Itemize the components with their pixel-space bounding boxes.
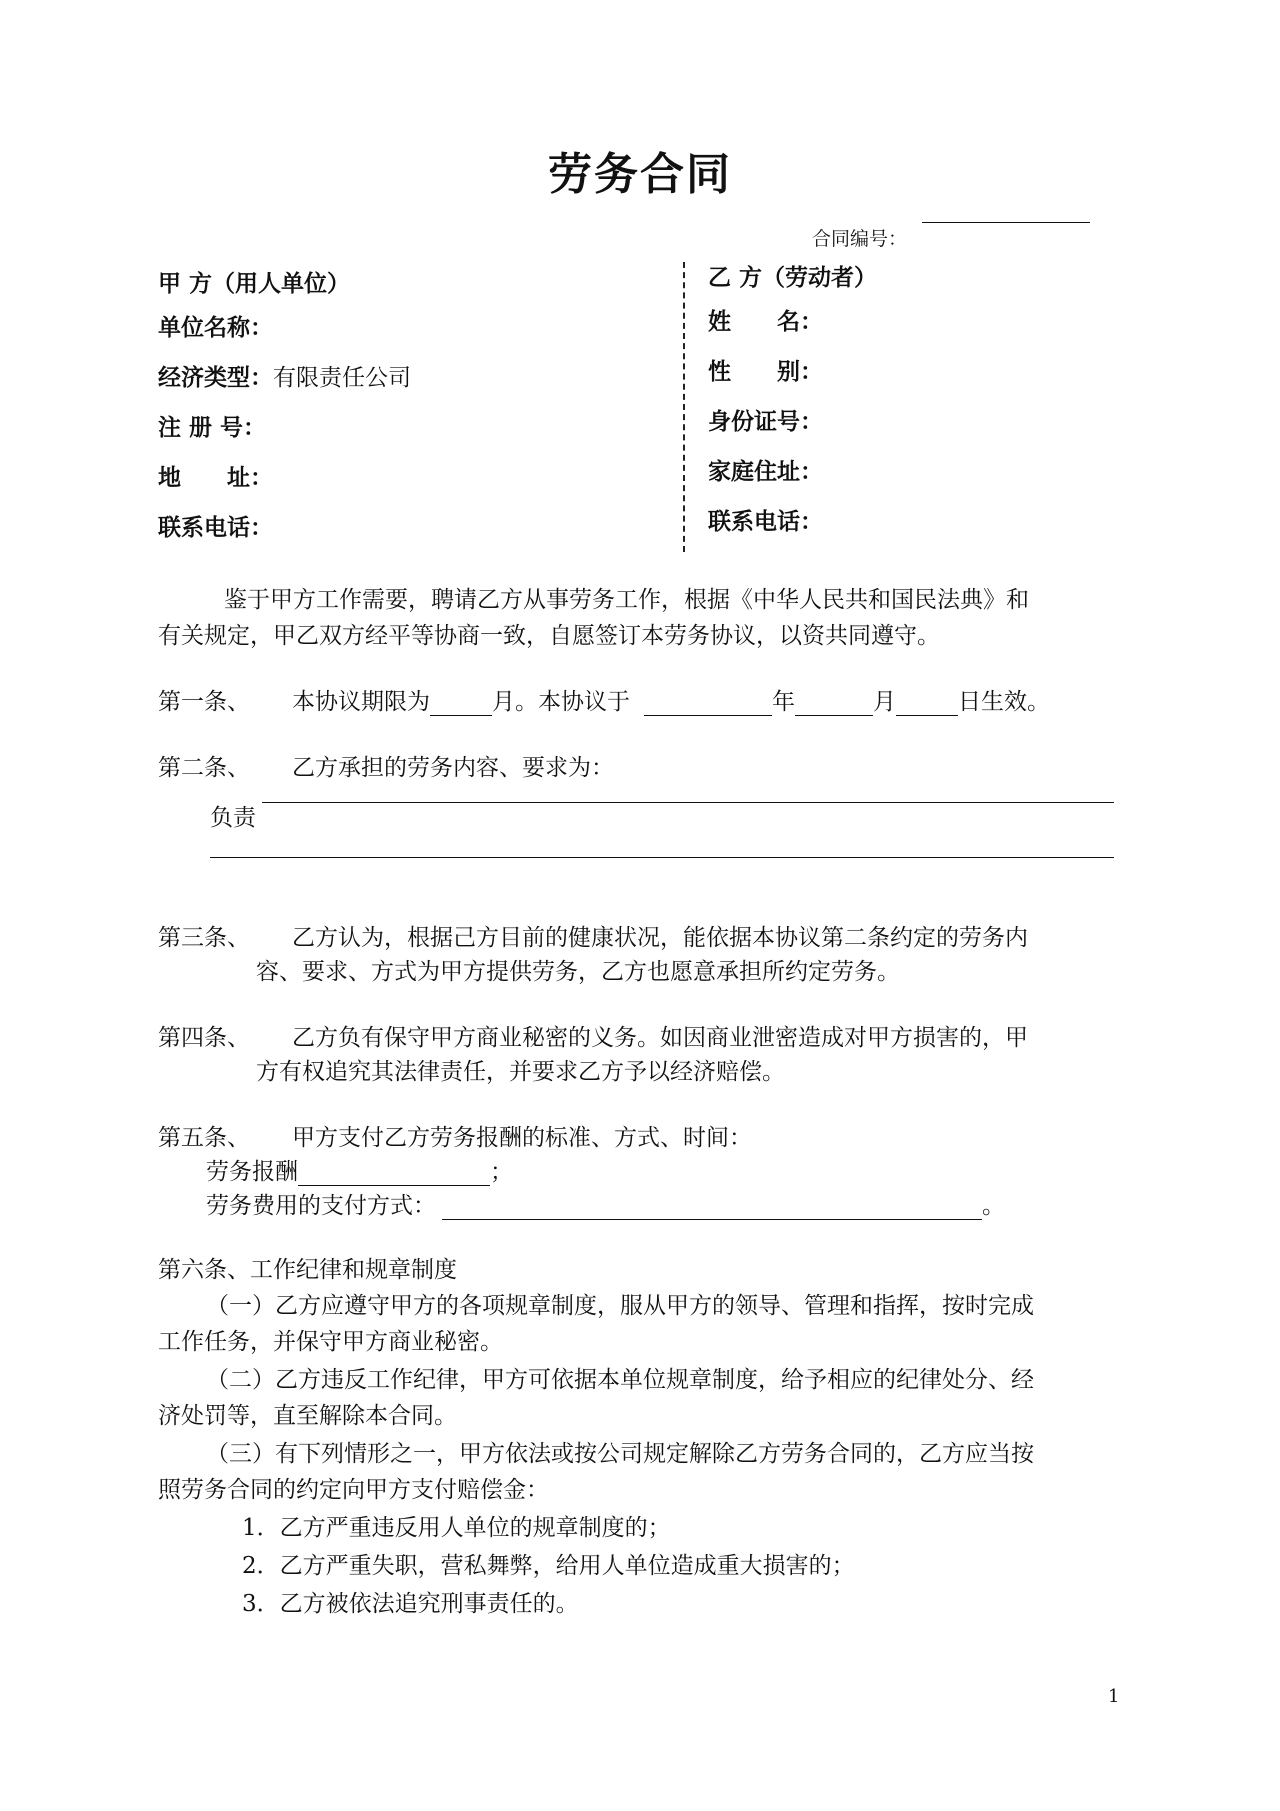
day-text: 日生效。 (958, 689, 1050, 715)
preamble-line-1: 鉴于甲方工作需要，聘请乙方从事劳务工作，根据《中华人民共和国民法典》和 (224, 587, 1029, 613)
article-1-effective-text: 月。本协议于 (492, 689, 630, 715)
gender-label: 性 别： (708, 358, 823, 385)
article-4-line-1: 乙方负有保守甲方商业秘密的义务。如因商业泄密造成对甲方损害的，甲 (292, 1025, 1028, 1051)
pay-row (206, 1153, 513, 1186)
economy-type-label: 经济类型： (158, 364, 273, 391)
effective-day-blank[interactable] (896, 691, 958, 716)
registration-label: 注 册 号： (158, 414, 267, 441)
article-1 (158, 683, 1050, 716)
payment-method-label: 劳务费用的支付方式： (206, 1193, 436, 1219)
duty-blank-line-2[interactable] (210, 857, 1114, 858)
term-months-blank[interactable] (430, 691, 492, 716)
article-5-text: 甲方支付乙方劳务报酬的标准、方式、时间： (292, 1125, 752, 1151)
article-3 (158, 919, 1028, 952)
article-6-p3-line-1: （三）有下列情形之一，甲方依法或按公司规定解除乙方劳务合同的，乙方应当按 (206, 1441, 1034, 1467)
article-6-p3-line-2: 照劳务合同的约定向甲方支付赔偿金： (158, 1477, 549, 1503)
payment-method-end: 。 (982, 1193, 1005, 1219)
article-6-item-1: 1．乙方严重违反用人单位的规章制度的； (242, 1515, 671, 1541)
article-3-line-1: 乙方认为，根据己方目前的健康状况，能依据本协议第二条约定的劳务内 (292, 925, 1028, 951)
article-5-label: 第五条、 (158, 1125, 250, 1151)
article-6-heading: 第六条、工作纪律和规章制度 (158, 1257, 457, 1283)
document-title: 劳务合同 (548, 149, 732, 200)
duty-blank-line-1[interactable] (262, 802, 1114, 803)
year-text: 年 (772, 689, 795, 715)
page-number: 1 (1108, 1686, 1120, 1707)
article-1-term-text: 本协议期限为 (292, 689, 430, 715)
party-b-heading: 乙 方（劳动者） (708, 264, 878, 291)
pay-label: 劳务报酬 (206, 1159, 298, 1185)
payment-method-row (206, 1187, 1005, 1220)
party-divider (683, 262, 685, 552)
article-4-label: 第四条、 (158, 1025, 250, 1051)
party-b-phone-label: 联系电话： (708, 508, 823, 535)
effective-month-blank[interactable] (795, 691, 873, 716)
party-a-company-row (158, 309, 273, 342)
article-6-p2-line-2: 济处罚等，直至解除本合同。 (158, 1403, 457, 1429)
article-5 (158, 1119, 752, 1152)
party-a-economy-row (158, 359, 411, 392)
article-6-p1-line-1: （一）乙方应遵守甲方的各项规章制度，服从甲方的领导、管理和指挥，按时完成 (206, 1293, 1034, 1319)
article-1-label: 第一条、 (158, 689, 250, 715)
article-4 (158, 1019, 1028, 1052)
article-2-text: 乙方承担的劳务内容、要求为： (292, 755, 614, 781)
article-2 (158, 749, 614, 782)
name-label: 姓 名： (708, 308, 823, 335)
article-3-label: 第三条、 (158, 925, 250, 951)
party-a-address-row (158, 459, 273, 492)
company-name-label: 单位名称： (158, 314, 273, 341)
article-6-item-2: 2．乙方严重失职，营私舞弊，给用人单位造成重大损害的； (242, 1553, 855, 1579)
id-number-label: 身份证号： (708, 408, 823, 435)
month-text: 月 (873, 689, 896, 715)
contract-number-label: 合同编号： (812, 228, 908, 250)
preamble-line-2: 有关规定，甲乙双方经平等协商一致，自愿签订本劳务协议，以资共同遵守。 (158, 623, 940, 649)
article-4-line-2: 方有权追究其法律责任，并要求乙方予以经济赔偿。 (256, 1059, 785, 1085)
party-a-phone-label: 联系电话： (158, 514, 273, 541)
pay-end: ； (490, 1159, 513, 1185)
article-6-p1-line-2: 工作任务，并保守甲方商业秘密。 (158, 1329, 503, 1355)
effective-year-blank[interactable] (644, 691, 772, 716)
contract-number-blank[interactable] (922, 222, 1090, 223)
article-2-label: 第二条、 (158, 755, 250, 781)
party-a-heading: 甲 方（用人单位） (158, 270, 351, 297)
party-a-phone-row (158, 509, 273, 542)
duty-label: 负责 (210, 805, 256, 831)
address-label: 地 址： (158, 464, 273, 491)
pay-blank[interactable] (298, 1161, 490, 1186)
payment-method-blank[interactable] (442, 1195, 982, 1220)
article-6-item-3: 3．乙方被依法追究刑事责任的。 (242, 1591, 579, 1617)
home-address-label: 家庭住址： (708, 458, 823, 485)
economy-type-value[interactable]: 有限责任公司 (273, 365, 411, 391)
article-6-p2-line-1: （二）乙方违反工作纪律，甲方可依据本单位规章制度，给予相应的纪律处分、经 (206, 1367, 1034, 1393)
party-a-registration-row (158, 409, 266, 442)
article-3-line-2: 容、要求、方式为甲方提供劳务，乙方也愿意承担所约定劳务。 (256, 959, 900, 985)
